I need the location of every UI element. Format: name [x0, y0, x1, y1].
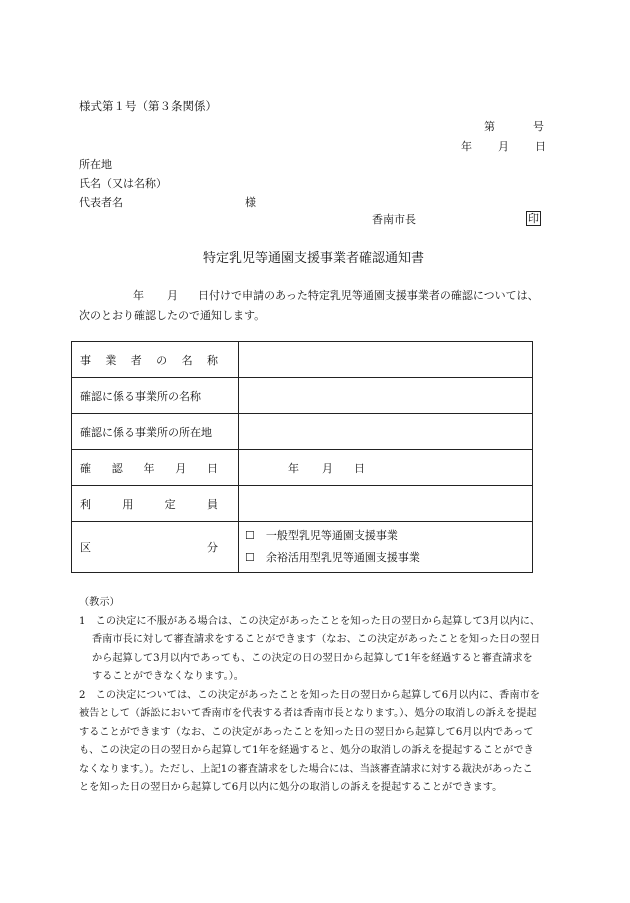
row-capacity — [72, 486, 533, 522]
address-location: 所在地 — [79, 158, 112, 171]
intro-year: 年 — [133, 289, 144, 302]
seal-mark: 印 — [528, 212, 539, 225]
label-char: 員 — [206, 497, 218, 511]
label-char: 事 — [80, 353, 91, 367]
instruction-2: 2 この決定については、この決定があったことを知った日の翌日から起算して6月以内に、香南市を被告として（訴訟において香南市を代表する者は香南市長となります。）、処分の取消しの訴えを提起することができます（なお、この決定があったことを知った日の翌日から起算して6月以内であっても、この決定の日の翌日から起算して1年を経過すると、処分の取消しの訴えを提起することができなくなります。）。ただし、上記1の審査請求をした場合には、当該審査請求に対する裁決があったことを知った日の翌日から起算して6月以内に処分の取消しの訴えを提起することができます。 — [79, 689, 540, 793]
label-business-name — [72, 342, 239, 378]
label-char: 日 — [207, 461, 218, 475]
value-business-name[interactable] — [239, 342, 533, 378]
label-capacity — [72, 486, 239, 522]
row-facility-name — [72, 378, 533, 414]
intro-rest: 日付けで申請のあった特定乳児等通園支援事業者の確認については、 — [198, 289, 539, 302]
row-confirmation-date — [72, 450, 533, 486]
label-char: 確 — [80, 461, 91, 475]
document-number — [484, 121, 544, 132]
value-facility-address[interactable] — [239, 414, 533, 450]
value-category — [239, 522, 533, 573]
row-business-name — [72, 342, 533, 378]
label-char: 称 — [206, 353, 218, 367]
label-facility-address: 確認に係る事業所の所在地 — [72, 414, 239, 450]
instructions-heading: （教示） — [79, 597, 120, 608]
doc-no-suffix: 号 — [533, 120, 544, 133]
row-facility-address — [72, 414, 533, 450]
confirmation-table — [71, 341, 533, 573]
label-char: 者 — [130, 353, 142, 367]
address-name: 氏名（又は名称） — [79, 177, 167, 190]
label-category — [72, 522, 239, 573]
instructions-section — [79, 594, 541, 798]
value-confirmation-date[interactable] — [239, 450, 533, 486]
document-title: 特定乳児等通園支援事業者確認通知書 — [203, 251, 425, 266]
label-char: 用 — [122, 497, 134, 511]
label-char: の — [156, 353, 168, 367]
label-char: 定 — [164, 497, 176, 511]
issue-date — [461, 141, 546, 152]
value-capacity[interactable] — [239, 486, 533, 522]
label-char: 利 — [80, 497, 91, 511]
instruction-1: 1 この決定に不服がある場合は、この決定があったことを知った日の翌日から起算して3月以内に、香南市長に対して審査請求をすることができます（なお、この決定があったことを知った日の翌日から起算して3月以内であっても、この決定の日の翌日から起算して1年を経過すると審査請求をすることができなくなります。）。 — [79, 615, 541, 682]
intro-month: 月 — [167, 289, 178, 302]
label-char: 分 — [207, 541, 218, 554]
honorific: 様 — [245, 196, 256, 209]
label-facility-name: 確認に係る事業所の名称 — [72, 378, 239, 414]
date-year: 年 — [461, 140, 472, 153]
intro-line-2: 次のとおり確認したので通知します。 — [79, 309, 266, 322]
label-char: 認 — [111, 461, 123, 475]
category-surplus-checkbox[interactable]: ☐ 余裕活用型乳児等通園支援事業 — [245, 551, 420, 564]
confirm-year: 年 — [288, 461, 299, 475]
confirm-month: 月 — [322, 461, 333, 475]
value-facility-name[interactable] — [239, 378, 533, 414]
date-month: 月 — [498, 140, 509, 153]
label-char: 月 — [175, 461, 187, 475]
label-confirmation-date — [72, 450, 239, 486]
label-char: 年 — [143, 461, 155, 475]
doc-no-prefix: 第 — [484, 120, 495, 133]
label-char: 業 — [105, 353, 117, 367]
date-day: 日 — [535, 140, 546, 153]
row-category — [72, 522, 533, 573]
label-char: 名 — [181, 353, 193, 367]
label-char: 区 — [80, 541, 91, 554]
issuer-name: 香南市長 — [372, 213, 416, 226]
category-general-checkbox[interactable]: ☐ 一般型乳児等通園支援事業 — [245, 529, 398, 542]
representative-name: 代表者名 — [79, 196, 123, 209]
intro-line-1 — [133, 290, 539, 301]
form-label: 様式第１号（第３条関係） — [79, 99, 217, 113]
confirm-day: 日 — [354, 461, 365, 475]
